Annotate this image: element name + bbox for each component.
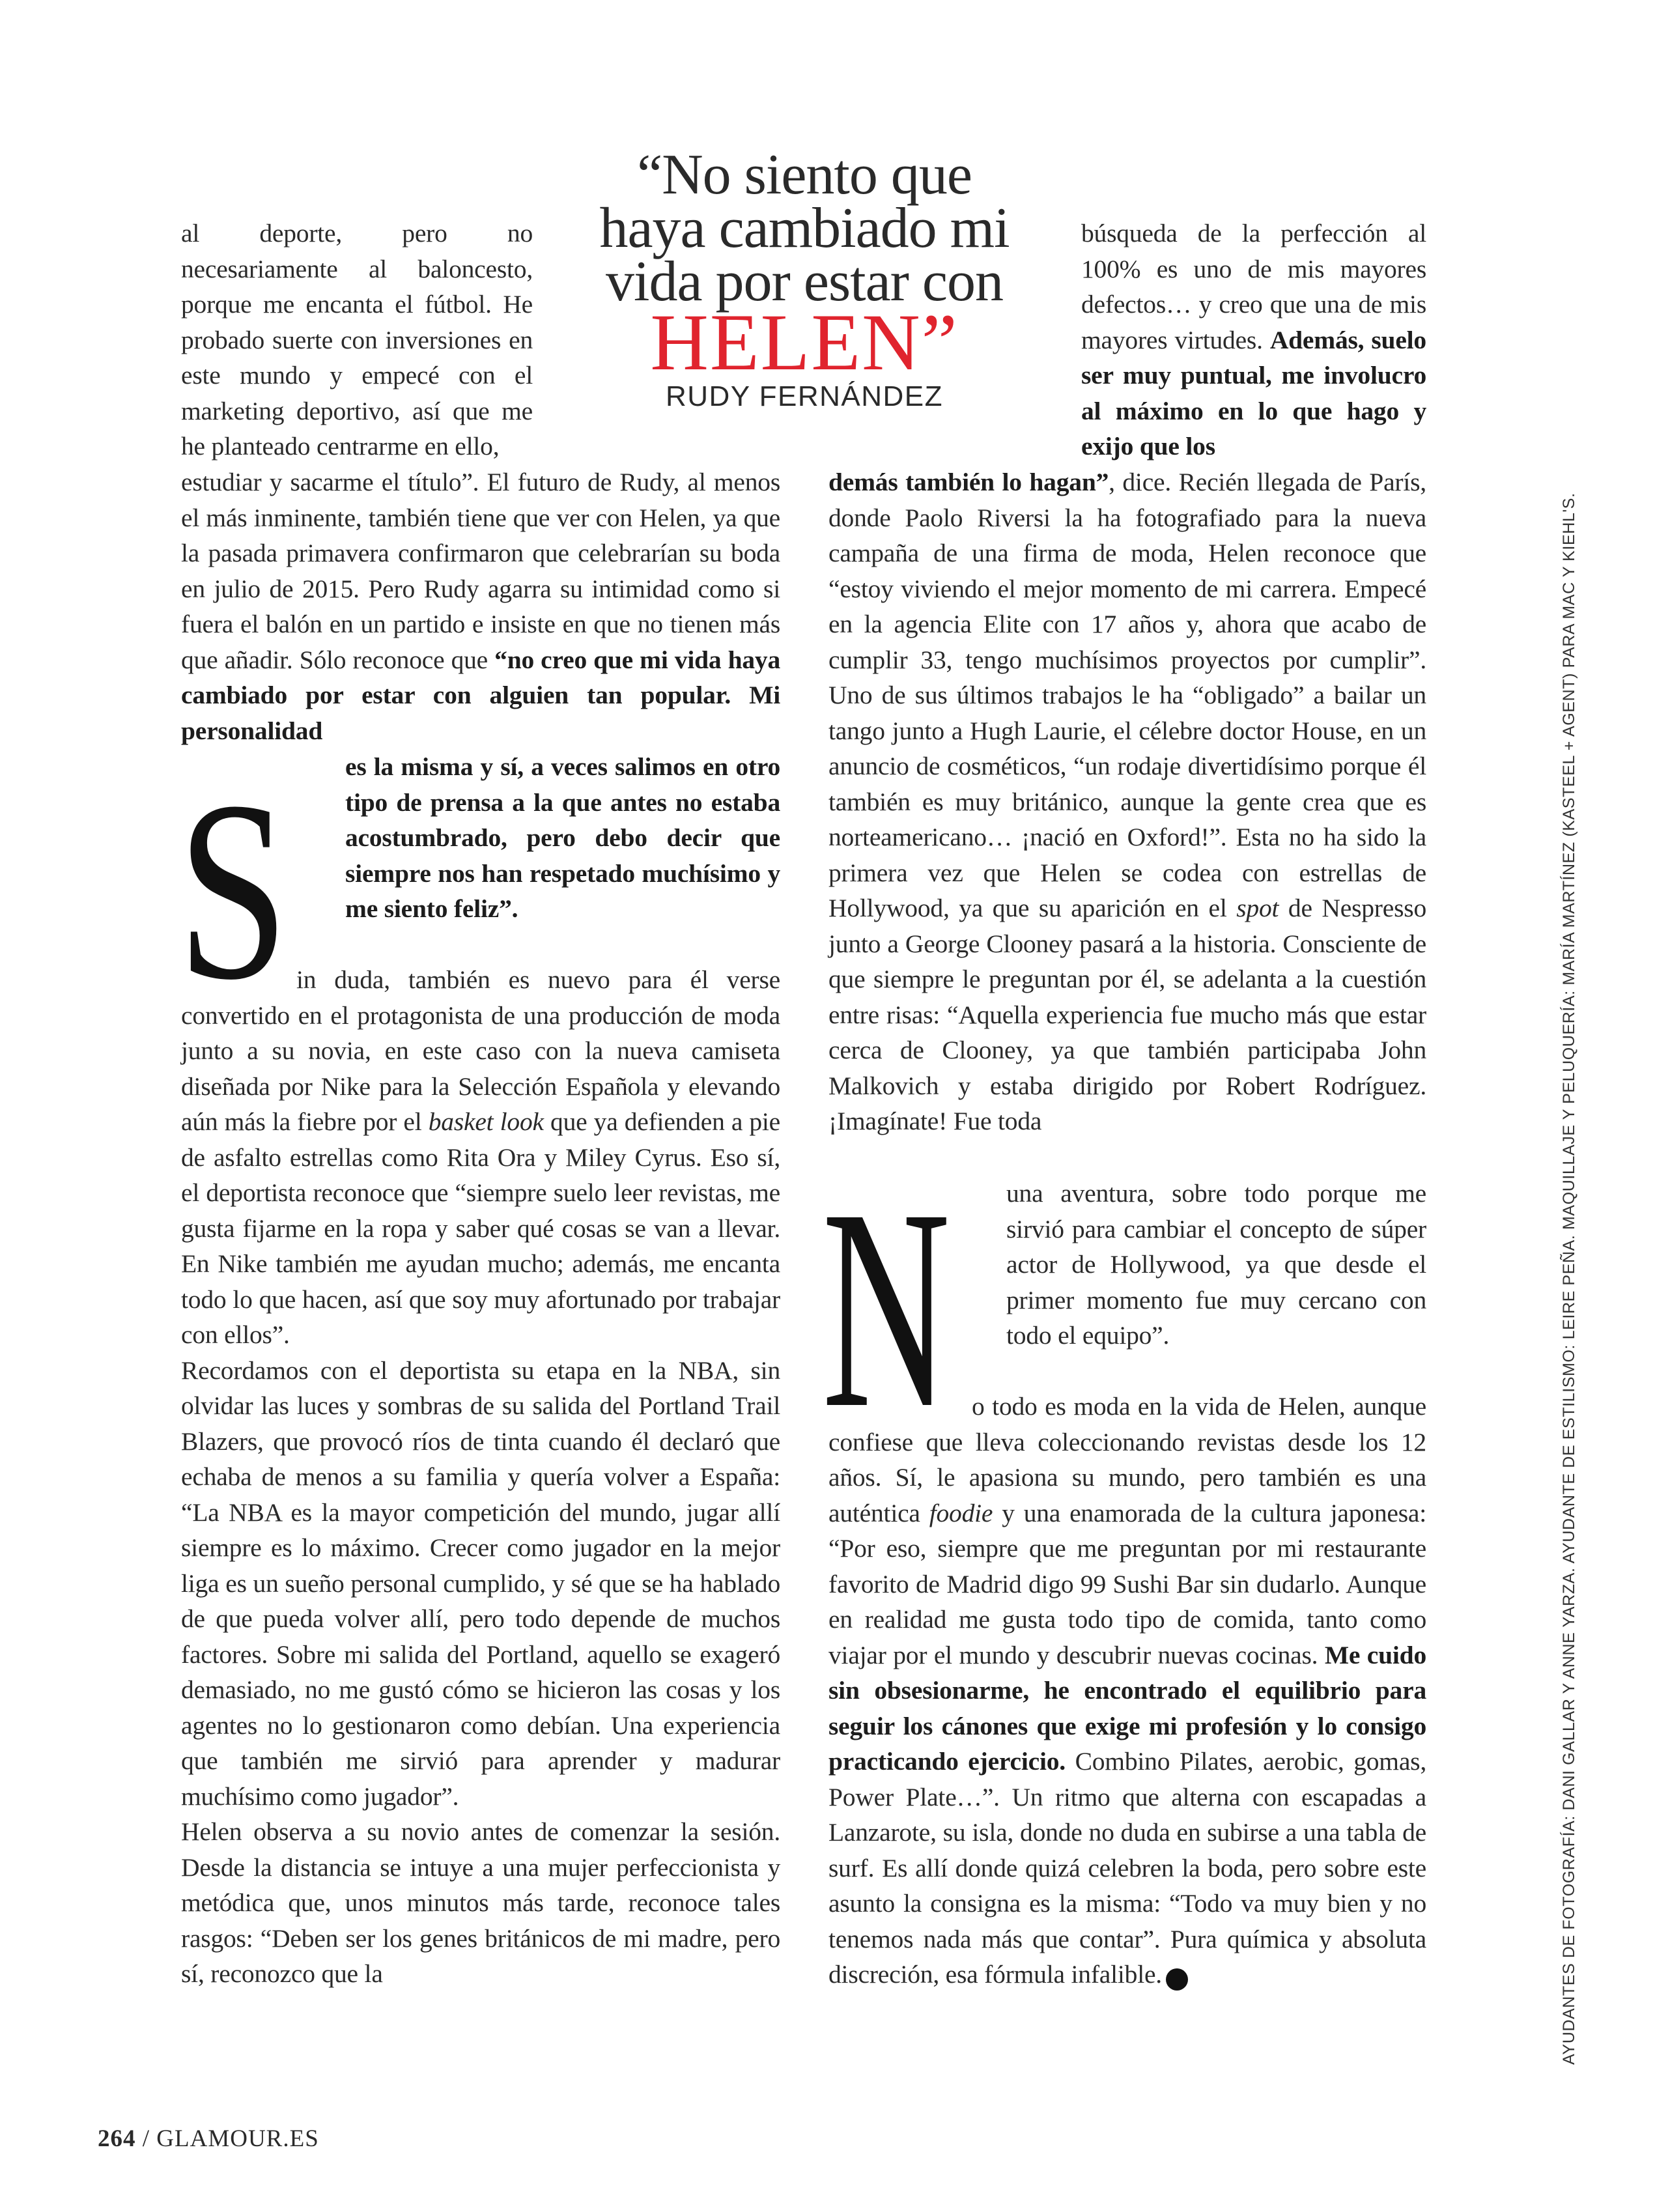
paragraph: una aventura, sobre todo porque me sirvió para cambiar el concepto de súper actor de Hollywood, ya que desde el primer momento fue muy cercano con todo el equipo”.	[1006, 1179, 1426, 1350]
text-run: de Nespresso junto a George Clooney pasará a la historia. Consciente de que siempre le preguntan por él, se adelanta a la cuestión entre risas: “Aquella experiencia fue mucho más que estar cerca de Clooney, ya que también participaba John Malkovich y estaba dirigido por Robert Rodríguez. ¡Imagínate! Fue toda	[828, 894, 1426, 1135]
paragraph: Helen observa a su novio antes de comenzar la sesión. Desde la distancia se intuye a una mujer perfeccionista y metódica que, unos minutos más tarde, reconoce tales rasgos: “Deben ser los genes británicos de mi madre, pero sí, reconozco que la	[181, 1817, 780, 1988]
left-column-body	[181, 962, 780, 1992]
left-column-quote	[345, 749, 780, 927]
paragraph	[828, 464, 1426, 1139]
bold-quote: demás también lo hagan”	[828, 468, 1109, 496]
drop-cap-n: N	[822, 1150, 951, 1468]
left-column-main	[181, 464, 780, 748]
page-footer	[98, 2125, 319, 2153]
paragraph	[181, 464, 780, 748]
italic-term: foodie	[929, 1498, 993, 1527]
text-run: in duda, también es nuevo para él verse convertido en el protagonista de una producción de moda junto a su novia, en este caso con la nueva camiseta diseñada por Nike para la Selección Española y elevando aún más la fiebre por el	[181, 965, 780, 1136]
text-run: estudiar y sacarme el título”. El futuro de Rudy, al menos el más inminente, también tiene que ver con Helen, ya que la pasada primavera confirmaron que celebrarían su boda en julio de 2015. Pero Rudy agarra su intimidad como si fuera el balón en un partido e insiste en que no tienen más que añadir. Sólo reconoce que	[181, 468, 780, 674]
glamour-end-mark-icon: G	[1166, 1968, 1188, 1991]
bold-quote: “no creo que mi vida haya cambiado por estar con alguien tan popular. Mi personalidad	[181, 645, 780, 745]
paragraph: Recordamos con el deportista su etapa en la NBA, sin olvidar las luces y sombras de su salida del Portland Trail Blazers, que provocó ríos de tinta cuando él declaró que echaba de menos a su familia y quería volver a España: “La NBA es la mayor competición del mundo, jugar allí siempre es lo máximo. Crecer como jugador en la mejor liga es un sueño personal cumplido, y sé que se ha hablado de que pueda volver allí, pero todo depende de muchos factores. Sobre mi salida del Portland, aquello se exageró demasiado, no me gustó cómo se hicieron las cosas y los agentes no lo gestionaron como debían. Una experiencia que también me sirvió para aprender y madurar muchísimo como jugador”.	[181, 1355, 780, 1811]
pull-quote-line-2: haya cambiado mi	[599, 197, 1010, 260]
drop-cap-s: S	[177, 748, 289, 1033]
photo-credits: AYUDANTES DE FOTOGRAFÍA: DANI GALLAR Y ANNE YARZA. AYUDANTE DE ESTILISMO: LEIRE PEÑA. MAQUILLAJE Y PELUQUERÍA: MARÍA MARTÍNEZ (KASTEEL + AGENT) PARA MAC Y KIEHL'S.	[1560, 492, 1578, 2065]
publication-name: GLAMOUR.ES	[156, 2125, 319, 2152]
paragraph: al deporte, pero no necesariamente al baloncesto, porque me encanta el fútbol. He probado suerte con inversiones en este mundo y empecé con el marketing deportivo, así que me he planteado centrarme en ello,	[181, 219, 533, 461]
text-run: Combino Pilates, aerobic, gomas, Power Plate…”. Un ritmo que alterna con escapadas a Lanzarote, su isla, donde no duda en subirse a una tabla de surf. Es allí donde quizá celebren la boda, pero sobre este asunto la consigna es la misma: “Todo va muy bien y no tenemos nada más que contar”. Pura química y absoluta discreción, esa fórmula infalible.	[828, 1747, 1427, 1989]
pull-quote-line-3: vida por estar con	[606, 250, 1003, 313]
text-run: búsqueda de la perfección al 100% es uno de mis mayores defectos… y creo que una de mis mayores virtudes.	[1081, 219, 1426, 354]
footer-separator: /	[135, 2125, 157, 2152]
bold-quote: es la misma y sí, a veces salimos en otro tipo de prensa a la que antes no estaba acostumbrado, pero debo decir que siempre nos han respetado muchísimo y me siento feliz”.	[345, 752, 780, 923]
right-column-top	[1081, 216, 1426, 464]
page-number: 264	[98, 2125, 136, 2152]
italic-term: spot	[1236, 894, 1279, 922]
pull-quote-author: RUDY FERNÁNDEZ	[665, 380, 943, 412]
italic-term: basket look	[428, 1107, 544, 1136]
pull-quote-line-1: “No siento que	[637, 143, 972, 206]
paragraph	[345, 749, 780, 927]
paragraph	[1081, 216, 1426, 464]
bold-quote: Además, suelo ser muy puntual, me involucro al máximo en lo que hago y exijo que los	[1081, 325, 1426, 461]
text-run: que ya defienden a pie de asfalto estrellas como Rita Ora y Miley Cyrus. Eso sí, el deportista reconoce que “siempre suelo leer revistas, me gusta fijarme en la ropa y saber qué cosas se van a llevar. En Nike también me ayudan mucho; además, me encanta todo lo que hacen, así que soy muy afortunado por trabajar con ellos”.	[181, 1107, 780, 1349]
text-run: y una enamorada de la cultura japonesa: “Por eso, siempre que me preguntan por mi restaurante favorito de Madrid digo 99 Sushi Bar sin dudarlo. Aunque en realidad me gusta todo tipo de comida, tanto como viajar por el mundo y descubrir nuevas cocinas.	[828, 1498, 1426, 1669]
text-run: , dice. Recién llegada de París, donde Paolo Riversi la ha fotografiado para la nueva campaña de una firma de moda, Helen reconoce que “estoy viviendo el mejor momento de mi carrera. Empecé en la agencia Elite con 17 años y, ahora que acabo de cumplir 33, tengo muchísimos proyectos por cumplir”. Uno de sus últimos trabajos le ha “obligado” a bailar un tango junto a Hugh Laurie, el célebre doctor House, en un anuncio de cosméticos, “un rodaje divertidísimo porque él también es muy británico, aunque la gente crea que es norteamericano… ¡nació en Oxford!”. Esta no ha sido la primera vez que Helen se codea con estrellas de Hollywood, ya que su aparición en el	[828, 468, 1426, 922]
paragraph	[181, 962, 780, 1353]
pull-quote	[560, 143, 1049, 413]
pull-quote-name: HELEN”	[650, 298, 959, 387]
right-column-n-block	[1006, 1176, 1426, 1354]
paragraph	[828, 1389, 1426, 1992]
bold-quote: Me cuido sin obsesionarme, he encontrado el equilibrio para seguir los cánones que exige mi profesión y lo consigo practicando ejercicio.	[828, 1640, 1426, 1776]
left-column-top	[181, 216, 533, 464]
right-column-main	[828, 464, 1426, 1139]
text-run: o todo es moda en la vida de Helen, aunque confiese que lleva coleccionando revistas desde los 12 años. Sí, le apasiona su mundo, pero también es una auténtica	[828, 1392, 1426, 1527]
right-column-body	[828, 1389, 1426, 1992]
